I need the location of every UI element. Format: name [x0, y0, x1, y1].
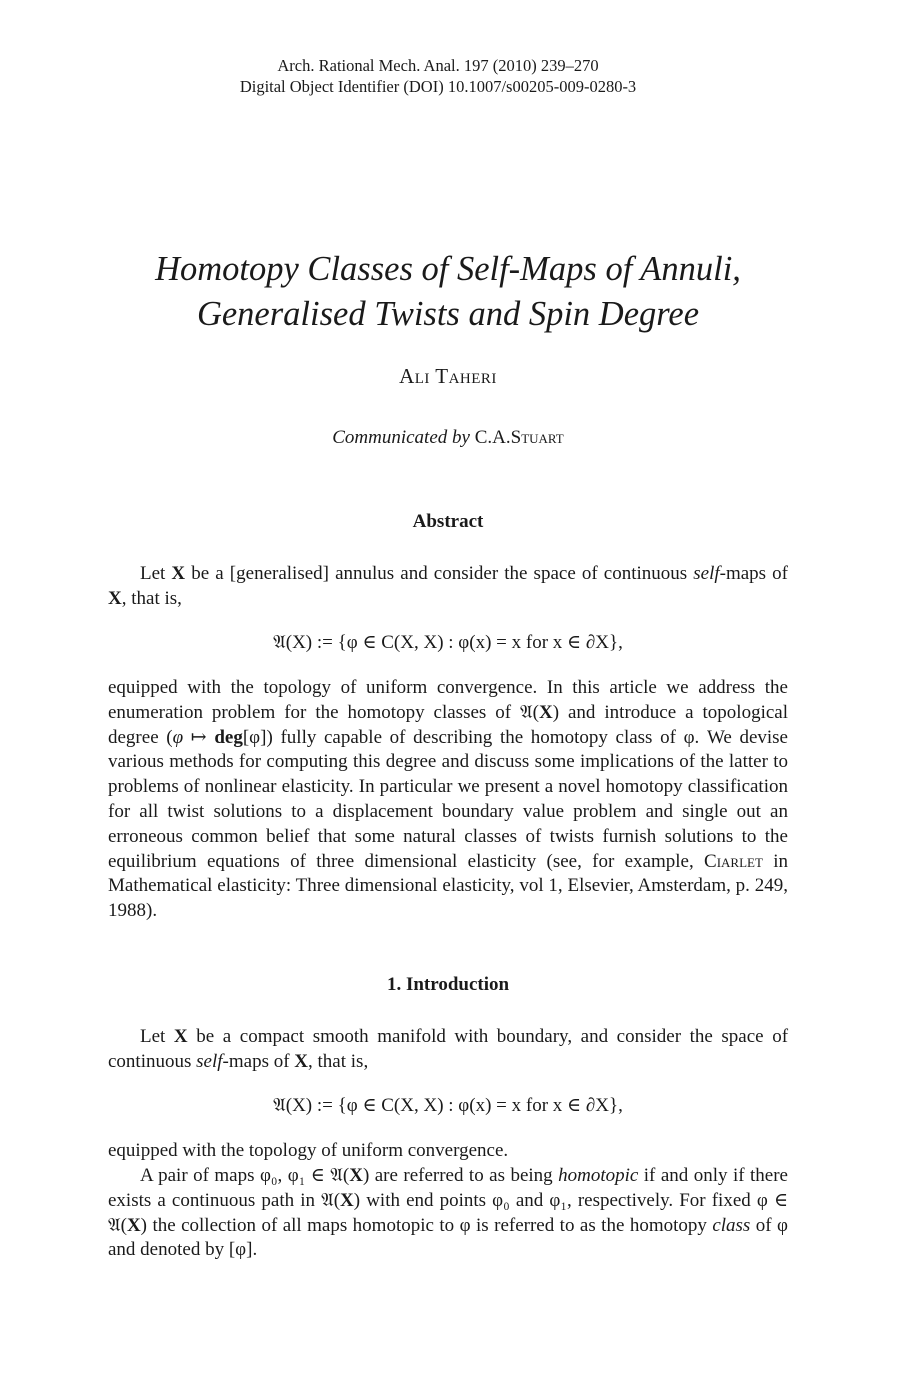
abstract-paragraph-2: [108, 676, 788, 924]
emphasis-self: self: [693, 563, 720, 584]
text-run: Let: [140, 563, 166, 584]
intro-paragraph-2: equipped with the topology of uniform convergence.: [108, 1140, 509, 1161]
author-first-name: Ali: [399, 364, 430, 388]
text-run: , that is,: [121, 587, 182, 609]
communicated-prefix: Communicated by: [332, 427, 470, 448]
text-run: if and only if there exists a continuous path in 𝔄(: [108, 1165, 788, 1211]
emphasis-class: class: [712, 1214, 751, 1236]
communicated-by: [108, 427, 788, 449]
journal-citation: Arch. Rational Mech. Anal. 197 (2010) 239–270: [277, 56, 599, 75]
abstract-heading: Abstract: [412, 511, 484, 532]
text-run: Let: [140, 1026, 166, 1047]
text-run: A pair of maps φ₀, φ₁ ∈ 𝔄(: [140, 1165, 350, 1186]
doi-line: Digital Object Identifier (DOI) 10.1007/s00205-009-0280-3: [239, 77, 637, 96]
text-run: be a compact smooth manifold with boundary, and consider the space of continuous: [108, 1026, 789, 1072]
text-run: -maps of: [719, 563, 788, 584]
intro-paragraph-3: [108, 1164, 788, 1263]
symbol-X: X: [126, 1214, 141, 1236]
emphasis-homotopic: homotopic: [558, 1165, 639, 1186]
symbol-deg: deg: [214, 726, 243, 748]
text-run: of φ and denoted by [φ].: [108, 1214, 789, 1261]
symbol-X: X: [349, 1165, 363, 1186]
emphasis-self: self: [196, 1050, 223, 1072]
symbol-X: X: [173, 1026, 188, 1047]
journal-header: [98, 55, 778, 97]
text-run: be a [generalised] annulus and consider the space of continuous: [191, 563, 688, 584]
citation-author: Ciarlet: [704, 850, 763, 872]
intro-paragraph-1: [108, 1025, 788, 1075]
text-run: in Mathematical elasticity: Three dimensional elasticity, vol 1, Elsevier, Amsterdam, p. 249, 1988).: [108, 850, 789, 922]
title-line-1: Homotopy Classes of Self-Maps of Annuli,: [155, 250, 741, 288]
symbol-X: X: [538, 701, 553, 723]
text-run: ) the collection of all maps homotopic to φ is referred to as the homotopy: [140, 1214, 707, 1236]
text-run: ) with end points φ₀ and φ₁, respectively. For fixed φ ∈ 𝔄(: [108, 1189, 789, 1236]
text-run: , that is,: [308, 1050, 369, 1072]
text-run: ) are referred to as being: [362, 1165, 553, 1186]
symbol-X: X: [171, 563, 186, 584]
math-map: φ ↦: [172, 726, 207, 748]
text-run: equipped with the topology of uniform convergence. In this article we address the enumeration problem for the homotopy classes of 𝔄(: [108, 677, 788, 723]
text-run: ) and introduce a topological degree (: [108, 701, 788, 748]
abstract-equation: 𝔄(X) := {φ ∈ C(X, X) : φ(x) = x for x ∈ ∂X},: [273, 632, 623, 653]
text-run: [φ]) fully capable of describing the homotopy class of φ. We devise various methods for computing this degree and discuss some implications of the latter to problems of nonlinear elasticity. In particular we present a novel homotopy classification for all twist solutions to a displacement boundary value problem and single out an erroneous common belief that some natural classes of twists furnish solutions to the equilibrium equations of three dimensional elasticity (see, for example,: [108, 726, 788, 872]
author-name: [108, 364, 788, 389]
symbol-X: X: [108, 587, 122, 609]
title-line-2: Generalised Twists and Spin Degree: [196, 295, 700, 333]
symbol-X: X: [294, 1050, 309, 1072]
symbol-X: X: [340, 1189, 354, 1211]
text-run: -maps of: [222, 1050, 290, 1072]
author-last-name: Taheri: [435, 364, 497, 388]
communicator-name: Stuart: [510, 427, 564, 448]
abstract-paragraph-1: [108, 562, 788, 612]
introduction-heading: 1. Introduction: [386, 974, 510, 995]
communicator-initials: C.A.: [474, 427, 511, 448]
intro-equation: 𝔄(X) := {φ ∈ C(X, X) : φ(x) = x for x ∈ ∂X},: [273, 1095, 623, 1116]
paper-title: [78, 247, 818, 337]
